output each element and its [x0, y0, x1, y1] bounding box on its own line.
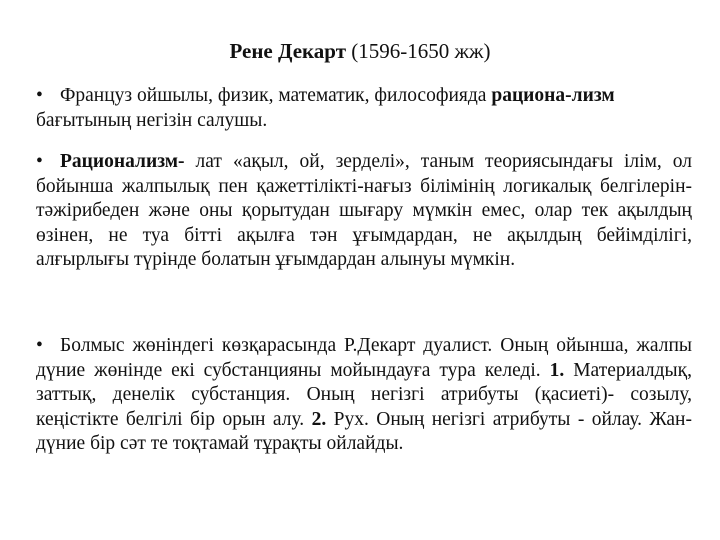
title-years: (1596-1650 жж) [351, 39, 491, 63]
bullet-1-text-2: бағытының негізін салушы. [36, 109, 268, 131]
bullet-1-bold-1: рациона-лизм [491, 85, 615, 106]
bullet-3-text-2: Материалдық, заттық, денелік субстанция. Оның негізгі атрибуты (қасиеті)- созылу, кеңістікте белгілі бір орын алу. [36, 359, 692, 430]
bullet-2-text-1: лат «ақыл, ой, зерделі», таным теориясындағы ілім, ол бойынша жалпылық пен қажеттілікті-нағыз білімінің логикалық белгілерін-тәжірибеден және оны қорытудан шығару мүмкін емес, олар тек ақылдың өзінен, не туа бітті ақылға тән ұғымдардан, не ақылдың бейімділігі, алғырлығы түрінде болатын ұғымдардан алынуы мүмкін. [36, 151, 692, 270]
bullet-3-bold-2: 2. [311, 408, 327, 430]
bullet-3 [36, 334, 692, 457]
bullet-2 [36, 150, 692, 273]
slide-title [0, 38, 720, 64]
title-name: Рене Декарт [229, 39, 347, 63]
bullet-dot: • [36, 151, 43, 172]
bullet-3-text-1: Болмыс жөніндегі көзқарасында Р.Декарт дуалист. Оның ойынша, жалпы дүние жөнінде екі субстанцияны мойындауға тура келеді. [36, 335, 692, 381]
bullet-1 [36, 84, 692, 133]
bullet-dot: • [36, 335, 43, 356]
bullet-3-bold-1: 1. [549, 359, 565, 381]
bullet-1-text-1: Француз ойшылы, физик, математик, философияда [60, 85, 492, 106]
bullet-3-text-3: Рух. Оның негізгі атрибуты - ойлау. Жан-дүние бір сәт те тоқтамай тұрақты ойлайды. [36, 408, 692, 454]
bullet-dot: • [36, 85, 43, 106]
bullet-2-bold-1: Рационализм- [60, 151, 185, 172]
